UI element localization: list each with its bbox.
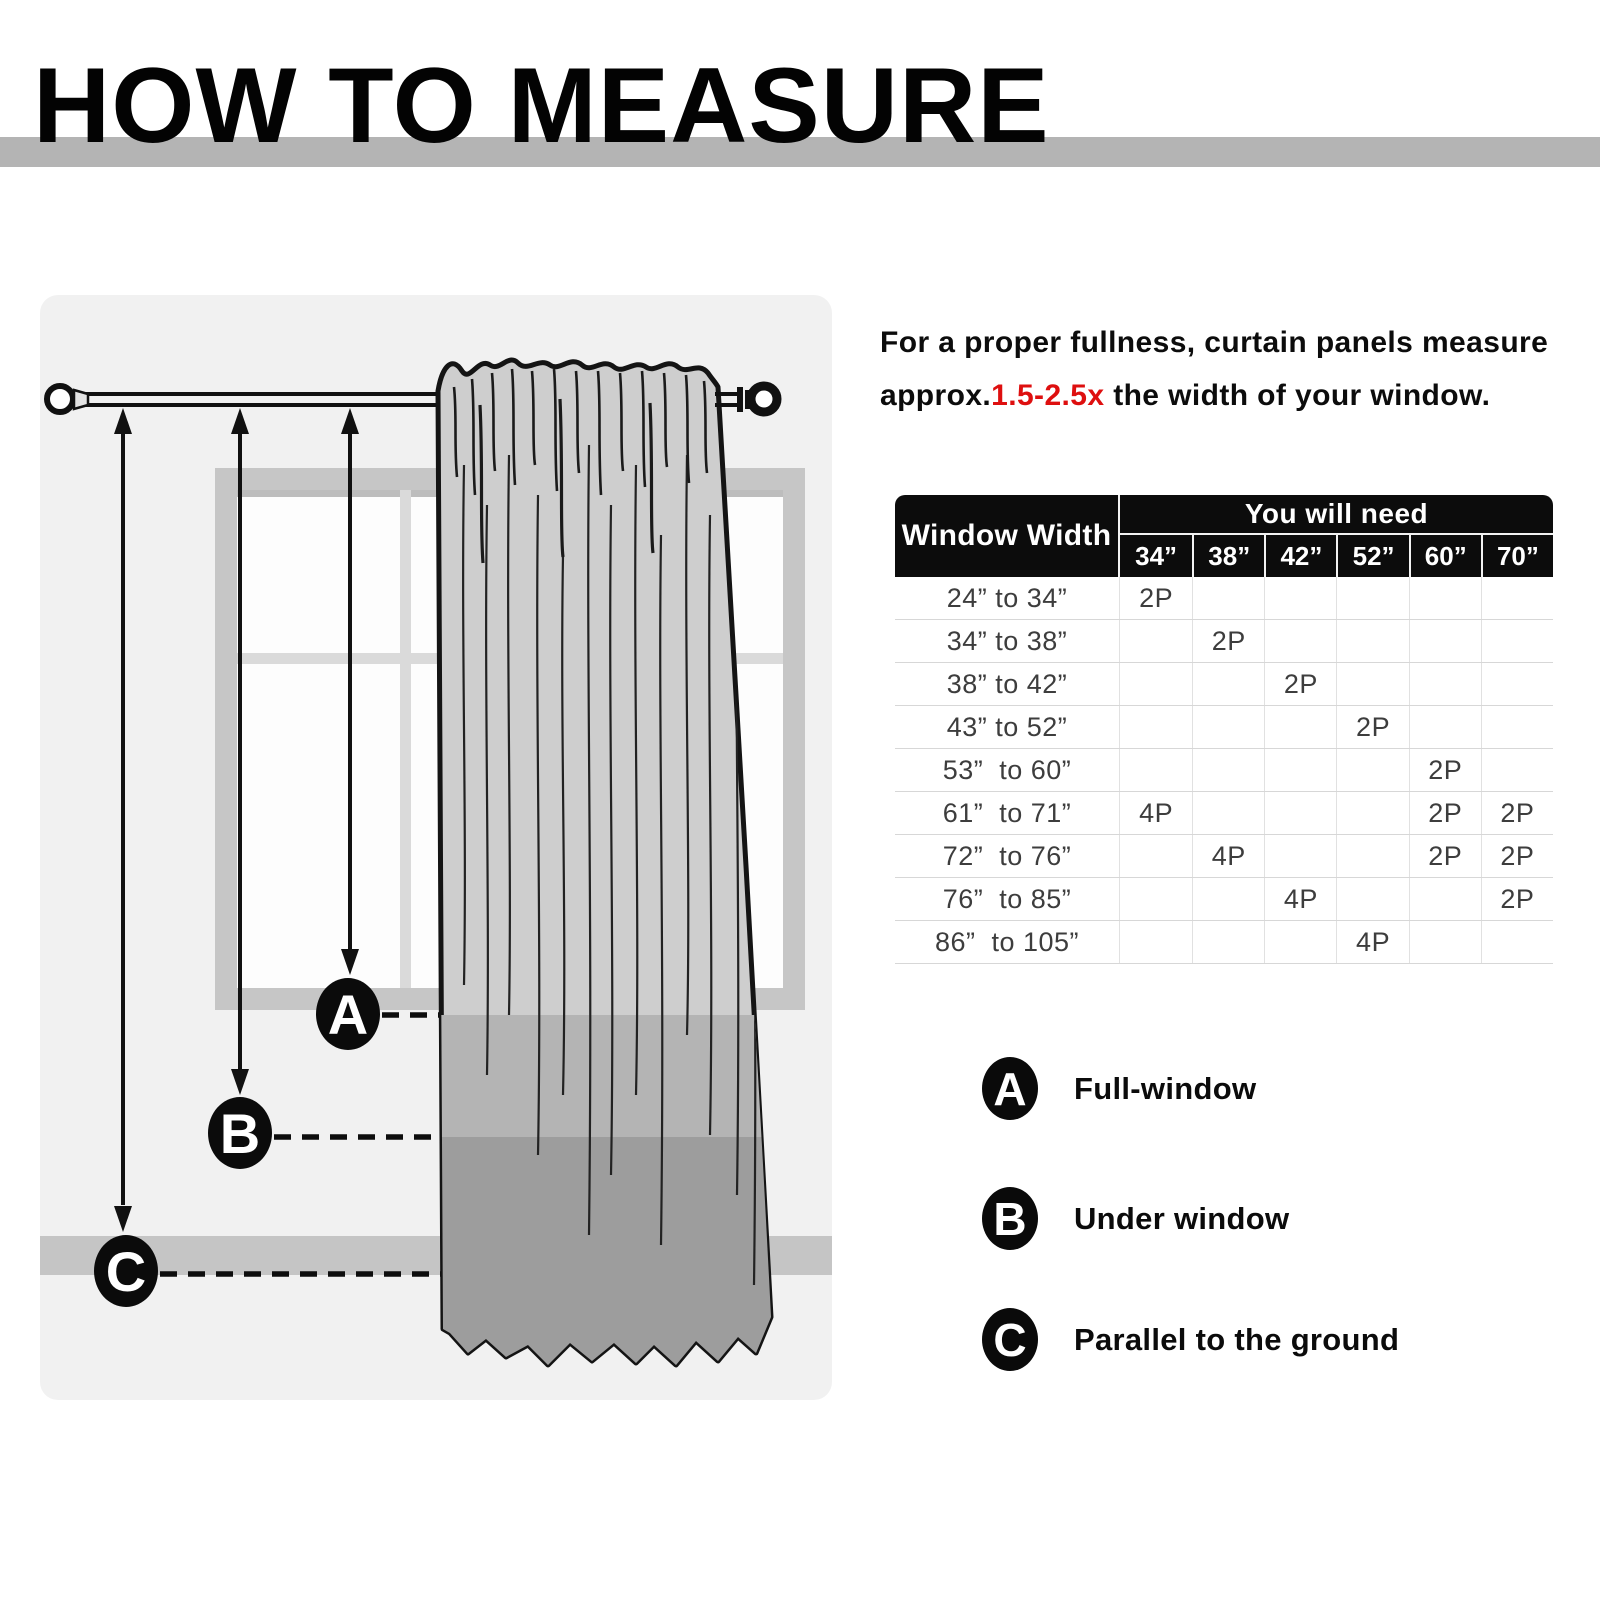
window-width-range: 53” to 60”: [895, 749, 1120, 791]
panel-count-cell: [1481, 921, 1553, 963]
panel-count-cell: [1120, 878, 1192, 920]
panel-count-cell: [1192, 577, 1264, 619]
fullness-note: [880, 316, 1570, 422]
marker-b: [208, 1097, 272, 1169]
window-width-range: 24” to 34”: [895, 577, 1120, 619]
panel-count-cell: [1192, 921, 1264, 963]
panel-count-cell: 4P: [1264, 878, 1336, 920]
panel-count-cell: [1120, 835, 1192, 877]
table-row: [895, 620, 1553, 663]
panel-count-cell: [1409, 663, 1481, 705]
marker-a-letter: A: [327, 983, 369, 1046]
panel-count-cell: [1192, 706, 1264, 748]
window-width-range: 43” to 52”: [895, 706, 1120, 748]
table-row: [895, 577, 1553, 620]
legend-c-label: Parallel to the ground: [1074, 1321, 1400, 1357]
table-row: [895, 921, 1553, 964]
panel-count-cell: [1264, 921, 1336, 963]
panel-count-cell: [1336, 835, 1408, 877]
legend-b-badge: B: [982, 1187, 1038, 1250]
column-header-70: 70”: [1481, 535, 1553, 577]
column-header-38: 38”: [1192, 535, 1264, 577]
page-title: HOW TO MEASURE: [33, 45, 1050, 165]
panel-count-cell: [1336, 878, 1408, 920]
panel-count-cell: [1481, 706, 1553, 748]
panel-count-cell: [1120, 706, 1192, 748]
table-row: [895, 663, 1553, 706]
marker-c-letter: C: [105, 1240, 147, 1303]
fullness-note-line2: [880, 369, 1570, 422]
panel-count-cell: 4P: [1192, 835, 1264, 877]
panel-count-cell: [1481, 620, 1553, 662]
panel-count-cell: 2P: [1481, 878, 1553, 920]
column-header-60: 60”: [1409, 535, 1481, 577]
column-header-42: 42”: [1264, 535, 1336, 577]
legend-a-badge: A: [982, 1057, 1038, 1120]
panel-count-cell: [1481, 577, 1553, 619]
column-header-window-width: Window Width: [895, 495, 1120, 577]
fullness-note-suffix: the width of your window.: [1104, 379, 1491, 412]
table-row: [895, 706, 1553, 749]
panel-count-cell: [1120, 663, 1192, 705]
panel-count-cell: 2P: [1481, 835, 1553, 877]
panel-count-cell: 2P: [1409, 792, 1481, 834]
table-body: [895, 577, 1553, 964]
table-row: [895, 878, 1553, 921]
legend-c-badge: C: [982, 1308, 1038, 1371]
column-header-52: 52”: [1336, 535, 1408, 577]
panel-count-cell: [1192, 878, 1264, 920]
panel-count-cell: [1192, 663, 1264, 705]
panel-count-cell: [1336, 749, 1408, 791]
panel-count-cell: [1336, 792, 1408, 834]
measurement-diagram: [40, 295, 832, 1400]
panel-count-cell: 2P: [1409, 749, 1481, 791]
panel-count-cell: [1192, 749, 1264, 791]
window-width-range: 61” to 71”: [895, 792, 1120, 834]
fullness-note-prefix: approx.: [880, 379, 992, 412]
panel-count-cell: [1409, 577, 1481, 619]
panel-count-cell: 2P: [1336, 706, 1408, 748]
marker-a: [316, 978, 380, 1050]
marker-b-letter: B: [219, 1102, 261, 1165]
panel-count-cell: 4P: [1336, 921, 1408, 963]
panel-count-cell: [1336, 577, 1408, 619]
fullness-note-line1: For a proper fullness, curtain panels measure: [880, 326, 1549, 359]
panel-count-cell: [1264, 620, 1336, 662]
panel-count-cell: 2P: [1264, 663, 1336, 705]
window-width-range: 38” to 42”: [895, 663, 1120, 705]
panel-count-cell: [1120, 921, 1192, 963]
window-width-range: 72” to 76”: [895, 835, 1120, 877]
panel-size-table: [895, 495, 1553, 964]
panel-count-cell: [1409, 878, 1481, 920]
table-row: [895, 835, 1553, 878]
panel-count-cell: [1336, 663, 1408, 705]
panel-count-cell: 2P: [1192, 620, 1264, 662]
panel-count-cell: [1264, 792, 1336, 834]
panel-count-cell: 4P: [1139, 797, 1174, 828]
legend-b-label: Under window: [1074, 1200, 1290, 1236]
panel-count-cell: [1264, 577, 1336, 619]
panel-count-cell: [1264, 835, 1336, 877]
panel-count-cell: [1264, 749, 1336, 791]
panel-count-cell: [1409, 921, 1481, 963]
panel-count-cell: [1120, 749, 1192, 791]
table-row: [895, 792, 1553, 835]
column-header-34: 34”: [1135, 540, 1178, 571]
panel-count-cell: [1336, 620, 1408, 662]
panel-count-cell: 2P: [1139, 582, 1174, 613]
table-header: [895, 495, 1553, 577]
panel-count-cell: [1481, 749, 1553, 791]
panel-count-cell: 2P: [1481, 792, 1553, 834]
legend-item-parallel-ground: [982, 1308, 1399, 1371]
table-row: [895, 749, 1553, 792]
legend-item-under-window: [982, 1187, 1289, 1250]
panel-count-cell: [1481, 663, 1553, 705]
panel-count-cell: [1264, 706, 1336, 748]
panel-count-cell: [1409, 620, 1481, 662]
legend-a-label: Full-window: [1074, 1070, 1257, 1106]
window-width-range: 76” to 85”: [895, 878, 1120, 920]
panel-count-cell: [1120, 620, 1192, 662]
marker-c: [94, 1235, 158, 1307]
panel-count-cell: [1192, 792, 1264, 834]
fullness-ratio-highlight: 1.5-2.5x: [991, 379, 1105, 412]
legend-item-full-window: [982, 1057, 1256, 1120]
panel-count-cell: [1409, 706, 1481, 748]
window-width-range: 86” to 105”: [895, 921, 1120, 963]
panel-count-cell: 2P: [1409, 835, 1481, 877]
window-width-range: 34” to 38”: [895, 620, 1120, 662]
column-group-you-will-need: You will need: [1120, 495, 1553, 535]
